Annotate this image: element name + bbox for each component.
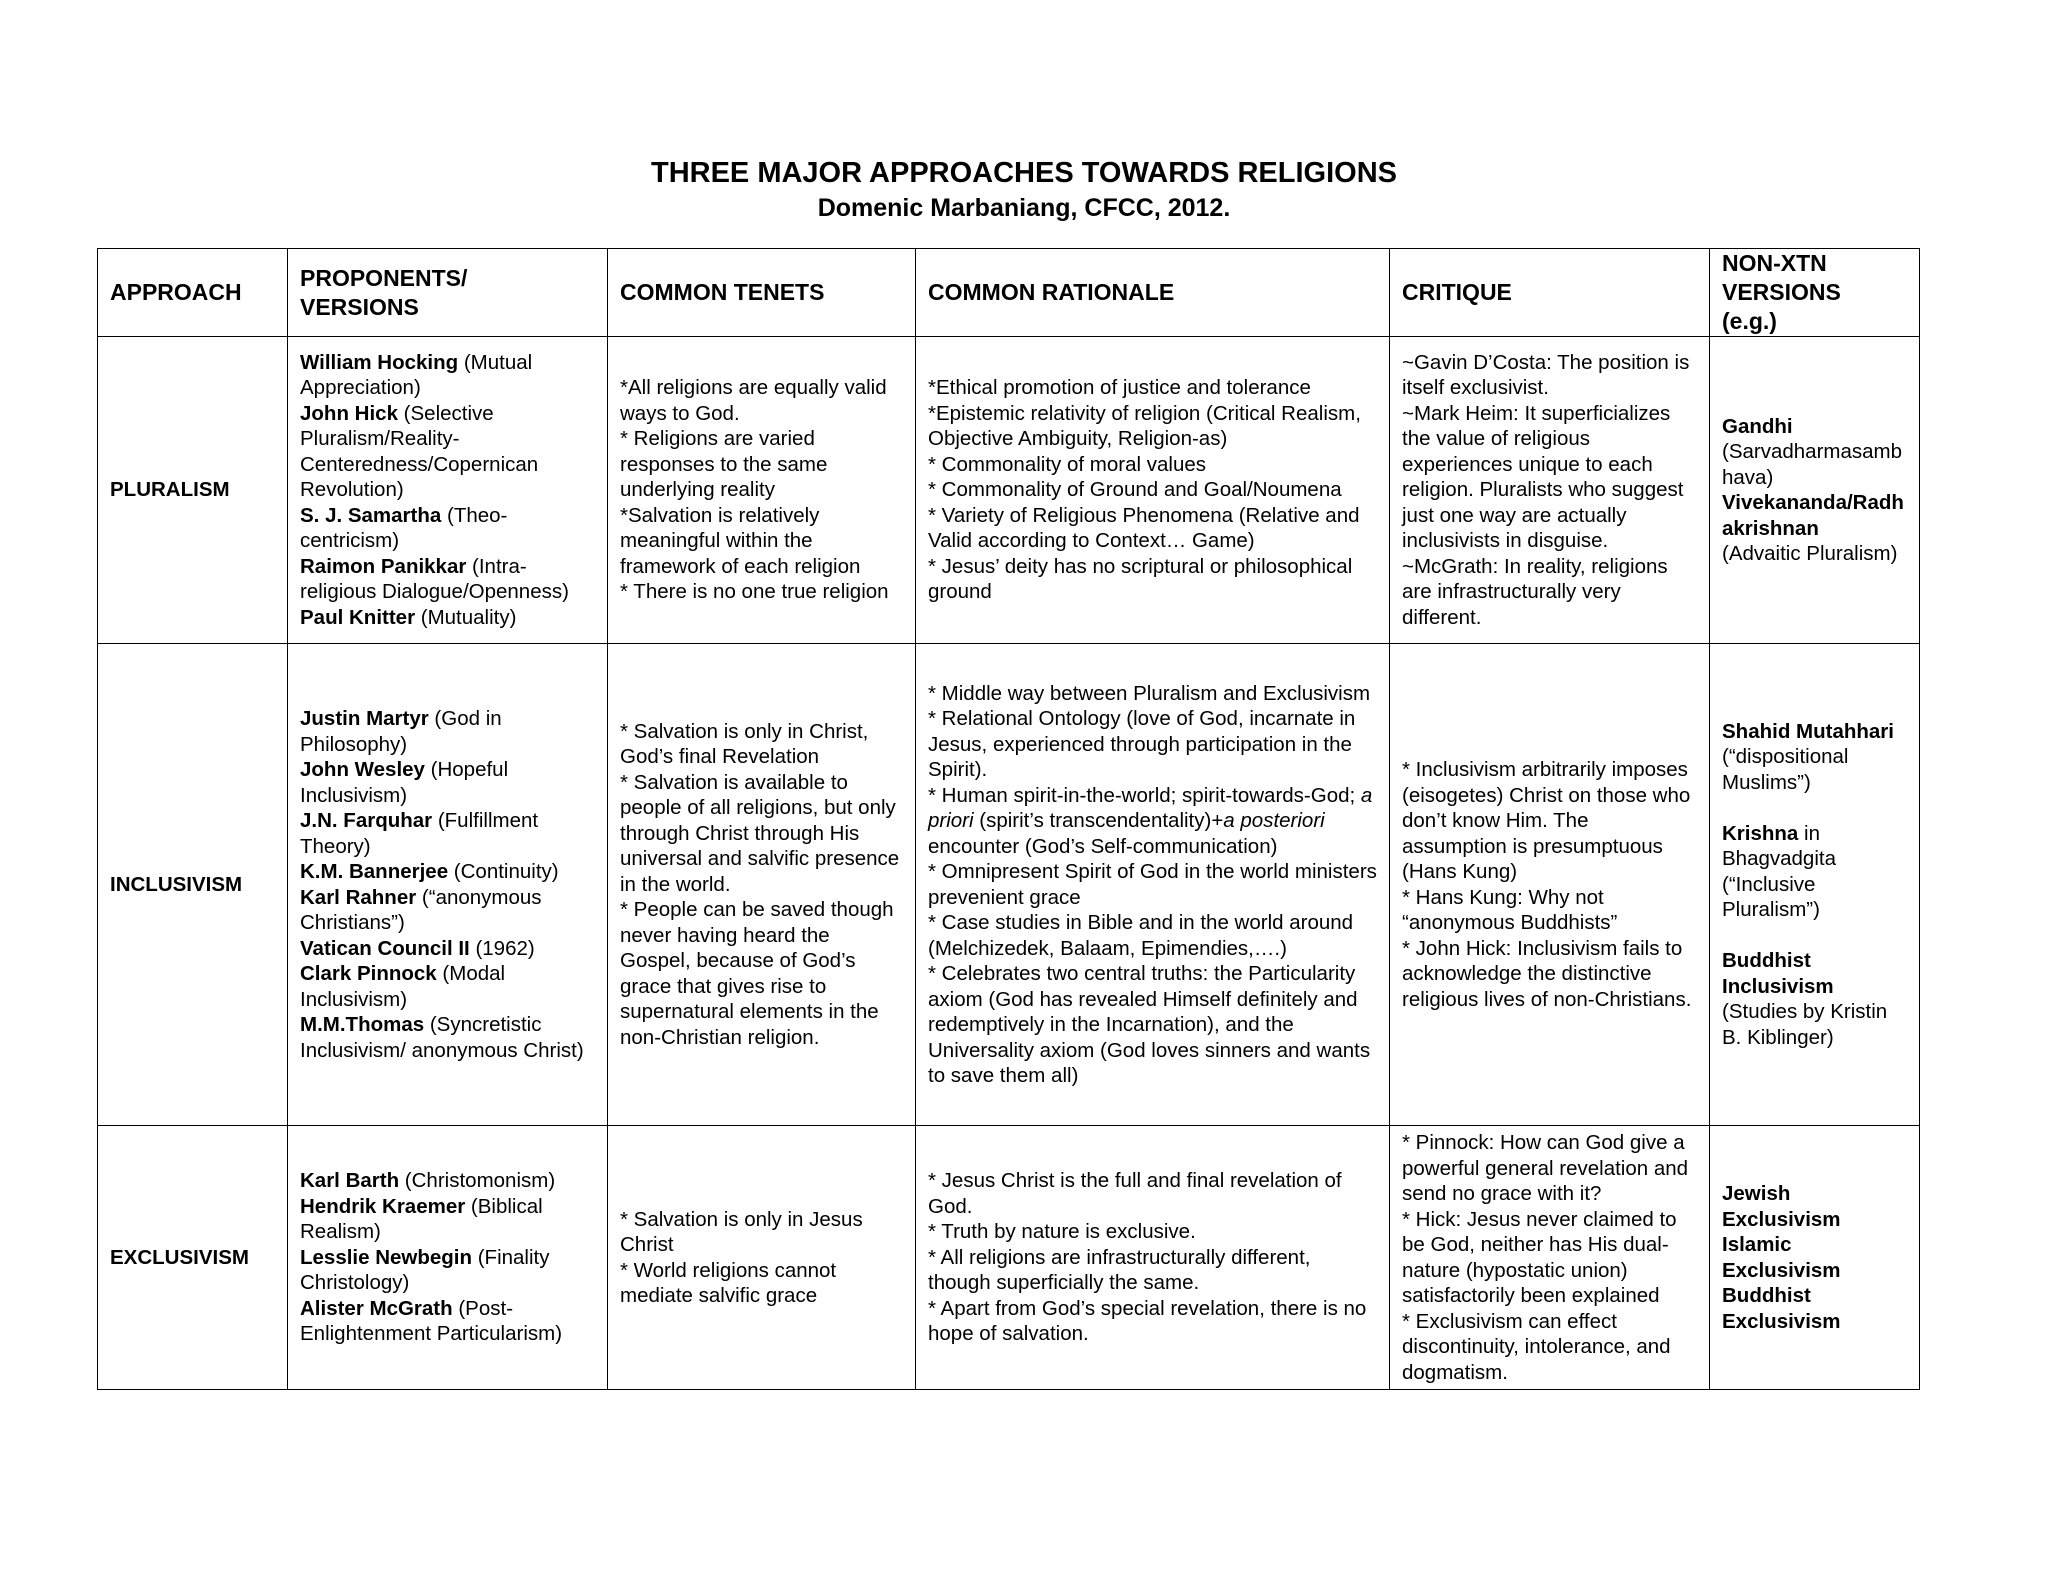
header-non-xtn-versions: NON-XTN VERSIONS (e.g.) (1710, 249, 1920, 337)
proponent-item: Karl Rahner (“anonymous Christians”) (300, 885, 542, 934)
critique-cell: * Inclusivism arbitrarily imposes (eisogetes) Christ on those who don’t know Him. The assumption is presumptuous (Hans Kung) * Hans Kung: Why not “anonymous Buddhists” * John Hick: Inclusivism fails to acknowledge the distinctive religious lives of non-Christians. (1390, 644, 1710, 1126)
header-common-rationale: COMMON RATIONALE (916, 249, 1390, 337)
proponent-item: S. J. Samartha (Theo-centricism) (300, 503, 508, 553)
proponent-item: Clark Pinnock (Modal Inclusivism) (300, 962, 506, 1011)
document-subtitle: Domenic Marbaniang, CFCC, 2012. (817, 194, 1231, 222)
proponent-item: K.M. Bannerjee (Continuity) (300, 860, 559, 883)
critique-cell: ~Gavin D’Costa: The position is itself exclusivist. ~Mark Heim: It superficializes the value of religious experiences unique to each religion. Pluralists who suggest just one way are actually inclusivists in disguise. ~McGrath: In reality, religions are infrastructurally very different. (1390, 337, 1710, 644)
proponent-item: John Wesley (Hopeful Inclusivism) (300, 758, 509, 807)
proponent-item: Karl Barth (Christomonism) (300, 1169, 556, 1193)
tenets-cell: * Salvation is only in Jesus Christ * World religions cannot mediate salvific grace (608, 1126, 916, 1390)
proponent-item: William Hocking (Mutual Appreciation) (300, 350, 533, 400)
proponent-item: Alister McGrath (Post-Enlightenment Particularism) (300, 1296, 563, 1346)
proponent-item: Hendrik Kraemer (Biblical Realism) (300, 1194, 543, 1244)
table-row-inclusivism (98, 644, 1920, 1126)
tenets-cell: *All religions are equally valid ways to God. * Religions are varied responses to the same underlying reality *Salvation is relatively meaningful within the framework of each religion * There is no one true religion (608, 337, 916, 644)
critique-cell: * Pinnock: How can God give a powerful general revelation and send no grace with it? * Hick: Jesus never claimed to be God, neither has His dual-nature (hypostatic union) satisfactorily been explained * Exclusivism can effect discontinuity, intolerance, and dogmatism. (1390, 1126, 1710, 1390)
rationale-cell: * Jesus Christ is the full and final revelation of God. * Truth by nature is exclusive. * All religions are infrastructurally different, though superficially the same. * Apart from God’s special revelation, there is no hope of salvation. (916, 1126, 1390, 1390)
tenets-cell: * Salvation is only in Christ, God’s final Revelation * Salvation is available to people of all religions, but only through Christ through His universal and salvific presence in the world. * People can be saved though never having heard the Gospel, because of God’s grace that gives rise to supernatural elements in the non-Christian religion. (608, 644, 916, 1126)
proponents-cell (288, 644, 608, 1126)
approach-cell: EXCLUSIVISM (98, 1126, 288, 1390)
proponent-item: M.M.Thomas (Syncretistic Inclusivism/ anonymous Christ) (300, 1013, 584, 1062)
rationale-cell: *Ethical promotion of justice and tolerance *Epistemic relativity of religion (Critical Realism, Objective Ambiguity, Religion-as) * Commonality of moral values * Commonality of Ground and Goal/Noumena * Variety of Religious Phenomena (Relative and Valid according to Context… Game) * Jesus’ deity has no scriptural or philosophical ground (916, 337, 1390, 644)
approach-cell: PLURALISM (98, 337, 288, 644)
proponent-item: Vatican Council II (1962) (300, 936, 535, 960)
header-approach: APPROACH (98, 249, 288, 337)
table-header-row (98, 249, 1920, 337)
approach-cell: INCLUSIVISM (98, 644, 288, 1126)
header-common-tenets: COMMON TENETS (608, 249, 916, 337)
header-proponents: PROPONENTS/ VERSIONS (288, 249, 608, 337)
rationale-cell: * Middle way between Pluralism and Exclusivism * Relational Ontology (love of God, incarnate in Jesus, experienced through participation in the Spirit). * Human spirit-in-the-world; spirit-towards-God; a priori (spirit’s transcendentality)+a posteriori encounter (God’s Self-communication) * Omnipresent Spirit of God in the world ministers prevenient grace * Case studies in Bible and in the world around (Melchizedek, Balaam, Epimendies,….) * Celebrates two central truths: the Particularity axiom (God has revealed Himself definitely and redemptively in the Incarnation), and the Universality axiom (God loves sinners and wants to save them all) (916, 644, 1390, 1126)
document-title: THREE MAJOR APPROACHES TOWARDS RELIGIONS (650, 157, 1397, 189)
non-xtn-cell: Shahid Mutahhari (“dispositional Muslims”) Krishna in Bhagvadgita (“Inclusive Pluralism”) Buddhist Inclusivism (Studies by Kristin B. Kiblinger) (1710, 644, 1920, 1126)
proponent-item: Raimon Panikkar (Intra-religious Dialogue/Openness) (300, 554, 569, 604)
header-critique: CRITIQUE (1390, 249, 1710, 337)
proponents-cell (288, 337, 608, 644)
table-row-exclusivism (98, 1126, 1920, 1390)
non-xtn-cell: Gandhi (Sarvadharmasambhava) Vivekananda/Radhakrishnan (Advaitic Pluralism) (1710, 337, 1920, 644)
proponents-cell (288, 1126, 608, 1390)
proponent-item: Paul Knitter (Mutuality) (300, 605, 517, 629)
approaches-table (97, 248, 1920, 1390)
table-row-pluralism (98, 337, 1920, 644)
non-xtn-cell: Jewish Exclusivism Islamic Exclusivism Buddhist Exclusivism (1710, 1126, 1920, 1390)
proponent-item: Lesslie Newbegin (Finality Christology) (300, 1245, 550, 1295)
proponent-item: Justin Martyr (God in Philosophy) (300, 707, 502, 756)
proponent-item: John Hick (Selective Pluralism/Reality-Centeredness/Copernican Revolution) (300, 401, 539, 502)
proponent-item: J.N. Farquhar (Fulfillment Theory) (300, 809, 539, 858)
